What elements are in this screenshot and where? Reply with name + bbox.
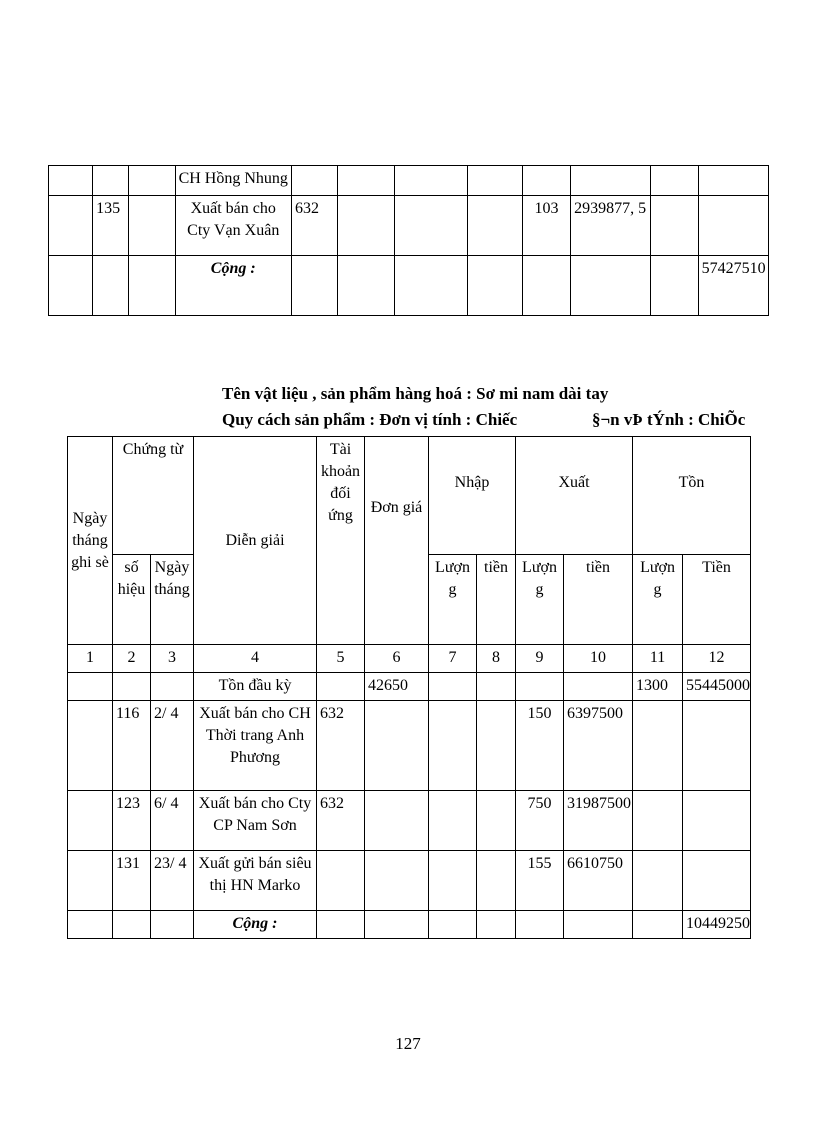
cell xyxy=(68,911,113,939)
table-row xyxy=(68,701,751,791)
cell: 6397500 xyxy=(564,701,633,791)
cell xyxy=(516,673,564,701)
cell xyxy=(467,196,522,256)
header-balance: Tồn xyxy=(633,437,751,555)
column-number: 11 xyxy=(633,645,683,673)
column-number: 5 xyxy=(317,645,365,673)
cell xyxy=(49,256,93,316)
cell xyxy=(477,791,516,851)
table-row xyxy=(49,256,769,316)
cell: 55445000 xyxy=(683,673,751,701)
table-row xyxy=(49,196,769,256)
cell xyxy=(151,911,194,939)
cell xyxy=(151,673,194,701)
cell: 135 xyxy=(93,196,129,256)
cell xyxy=(365,911,429,939)
cell: Xuất bán cho Cty CP Nam Sơn xyxy=(194,791,317,851)
cell: 1300 xyxy=(633,673,683,701)
table-row xyxy=(68,791,751,851)
cell xyxy=(571,166,651,196)
column-number: 10 xyxy=(564,645,633,673)
total-row xyxy=(68,911,751,939)
total-label: Cộng : xyxy=(175,256,291,316)
cell xyxy=(338,166,395,196)
cell xyxy=(522,256,570,316)
cell: 750 xyxy=(516,791,564,851)
cell: 6/ 4 xyxy=(151,791,194,851)
cell xyxy=(395,166,467,196)
table-row xyxy=(68,673,751,701)
cell xyxy=(429,791,477,851)
cell xyxy=(429,701,477,791)
cell: 2/ 4 xyxy=(151,701,194,791)
cell xyxy=(68,851,113,911)
cell xyxy=(571,256,651,316)
column-number: 6 xyxy=(365,645,429,673)
cell: Xuất bán cho Cty Vạn Xuân xyxy=(175,196,291,256)
cell xyxy=(477,911,516,939)
header-account: Tài khoản đối ứng xyxy=(317,437,365,645)
header-voucher: Chứng từ xyxy=(113,437,194,555)
header-row xyxy=(68,437,751,555)
cell xyxy=(93,166,129,196)
cell xyxy=(633,851,683,911)
header-export-amount: tiền xyxy=(564,555,633,645)
cell xyxy=(129,196,175,256)
column-number: 7 xyxy=(429,645,477,673)
cell xyxy=(395,256,467,316)
cell: 116 xyxy=(113,701,151,791)
cell: 103 xyxy=(522,196,570,256)
cell xyxy=(683,791,751,851)
column-number: 8 xyxy=(477,645,516,673)
column-number: 1 xyxy=(68,645,113,673)
header-balance-amount: Tiền xyxy=(683,555,751,645)
cell xyxy=(651,256,698,316)
cell xyxy=(429,851,477,911)
cell xyxy=(683,701,751,791)
header-doc-date: Ngày tháng xyxy=(151,555,194,645)
total-label: Cộng : xyxy=(194,911,317,939)
cell xyxy=(467,256,522,316)
cell xyxy=(564,911,633,939)
table-row xyxy=(68,851,751,911)
cell: 42650 xyxy=(365,673,429,701)
cell: 632 xyxy=(317,701,365,791)
cell: 6610750 xyxy=(564,851,633,911)
header-import-qty: Lượn g xyxy=(429,555,477,645)
cell: Xuất gửi bán siêu thị HN Marko xyxy=(194,851,317,911)
column-number: 3 xyxy=(151,645,194,673)
total-value: 10449250 xyxy=(683,911,751,939)
cell xyxy=(291,256,337,316)
inventory-ledger-table xyxy=(67,436,751,939)
cell xyxy=(317,851,365,911)
cell xyxy=(68,791,113,851)
cell: 632 xyxy=(317,791,365,851)
page-number: 127 xyxy=(395,1034,421,1053)
cell xyxy=(365,851,429,911)
column-number: 2 xyxy=(113,645,151,673)
cell xyxy=(698,196,768,256)
column-number-row xyxy=(68,645,751,673)
cell xyxy=(338,256,395,316)
cell xyxy=(129,256,175,316)
cell: 150 xyxy=(516,701,564,791)
header-unit-price: Đơn giá xyxy=(365,437,429,645)
cell xyxy=(516,911,564,939)
cell xyxy=(522,166,570,196)
cell xyxy=(395,196,467,256)
cell xyxy=(68,673,113,701)
cell: 2939877, 5 xyxy=(571,196,651,256)
cell xyxy=(429,673,477,701)
column-number: 9 xyxy=(516,645,564,673)
cell xyxy=(68,701,113,791)
table-row xyxy=(49,166,769,196)
cell xyxy=(365,791,429,851)
column-number: 4 xyxy=(194,645,317,673)
cell: 632 xyxy=(291,196,337,256)
header-export: Xuất xyxy=(516,437,633,555)
cell xyxy=(113,673,151,701)
cell xyxy=(633,791,683,851)
cell xyxy=(651,166,698,196)
total-value: 57427510 xyxy=(698,256,768,316)
cell xyxy=(429,911,477,939)
cell xyxy=(633,911,683,939)
cell: 131 xyxy=(113,851,151,911)
product-spec-heading: Quy cách sản phẩm : Đơn vị tính : Chiếc xyxy=(222,410,518,429)
continuation-table xyxy=(48,165,769,316)
cell: CH Hồng Nhung xyxy=(175,166,291,196)
cell xyxy=(683,851,751,911)
cell xyxy=(477,851,516,911)
header-export-qty: Lượn g xyxy=(516,555,564,645)
cell xyxy=(317,673,365,701)
header-balance-qty: Lượn g xyxy=(633,555,683,645)
cell xyxy=(49,166,93,196)
header-date-recorded: Ngày tháng ghi sè xyxy=(68,437,113,645)
cell: 23/ 4 xyxy=(151,851,194,911)
cell xyxy=(365,701,429,791)
column-number: 12 xyxy=(683,645,751,673)
cell xyxy=(564,673,633,701)
cell xyxy=(698,166,768,196)
cell: 123 xyxy=(113,791,151,851)
header-doc-number: số hiệu xyxy=(113,555,151,645)
cell xyxy=(129,166,175,196)
product-name-heading: Tên vật liệu , sản phẩm hàng hoá : Sơ mi nam dài tay xyxy=(222,384,609,403)
cell xyxy=(651,196,698,256)
cell xyxy=(113,911,151,939)
cell xyxy=(338,196,395,256)
cell xyxy=(477,673,516,701)
header-description: Diễn giải xyxy=(194,437,317,645)
cell: Tồn đầu kỳ xyxy=(194,673,317,701)
cell xyxy=(467,166,522,196)
cell xyxy=(633,701,683,791)
cell xyxy=(477,701,516,791)
cell xyxy=(49,196,93,256)
cell xyxy=(93,256,129,316)
cell xyxy=(291,166,337,196)
header-import-amount: tiền xyxy=(477,555,516,645)
header-import: Nhập xyxy=(429,437,516,555)
cell: 31987500 xyxy=(564,791,633,851)
unit-heading: §¬n vÞ tÝnh : ChiÕc xyxy=(592,410,746,429)
cell: Xuất bán cho CH Thời trang Anh Phương xyxy=(194,701,317,791)
cell: 155 xyxy=(516,851,564,911)
cell xyxy=(317,911,365,939)
